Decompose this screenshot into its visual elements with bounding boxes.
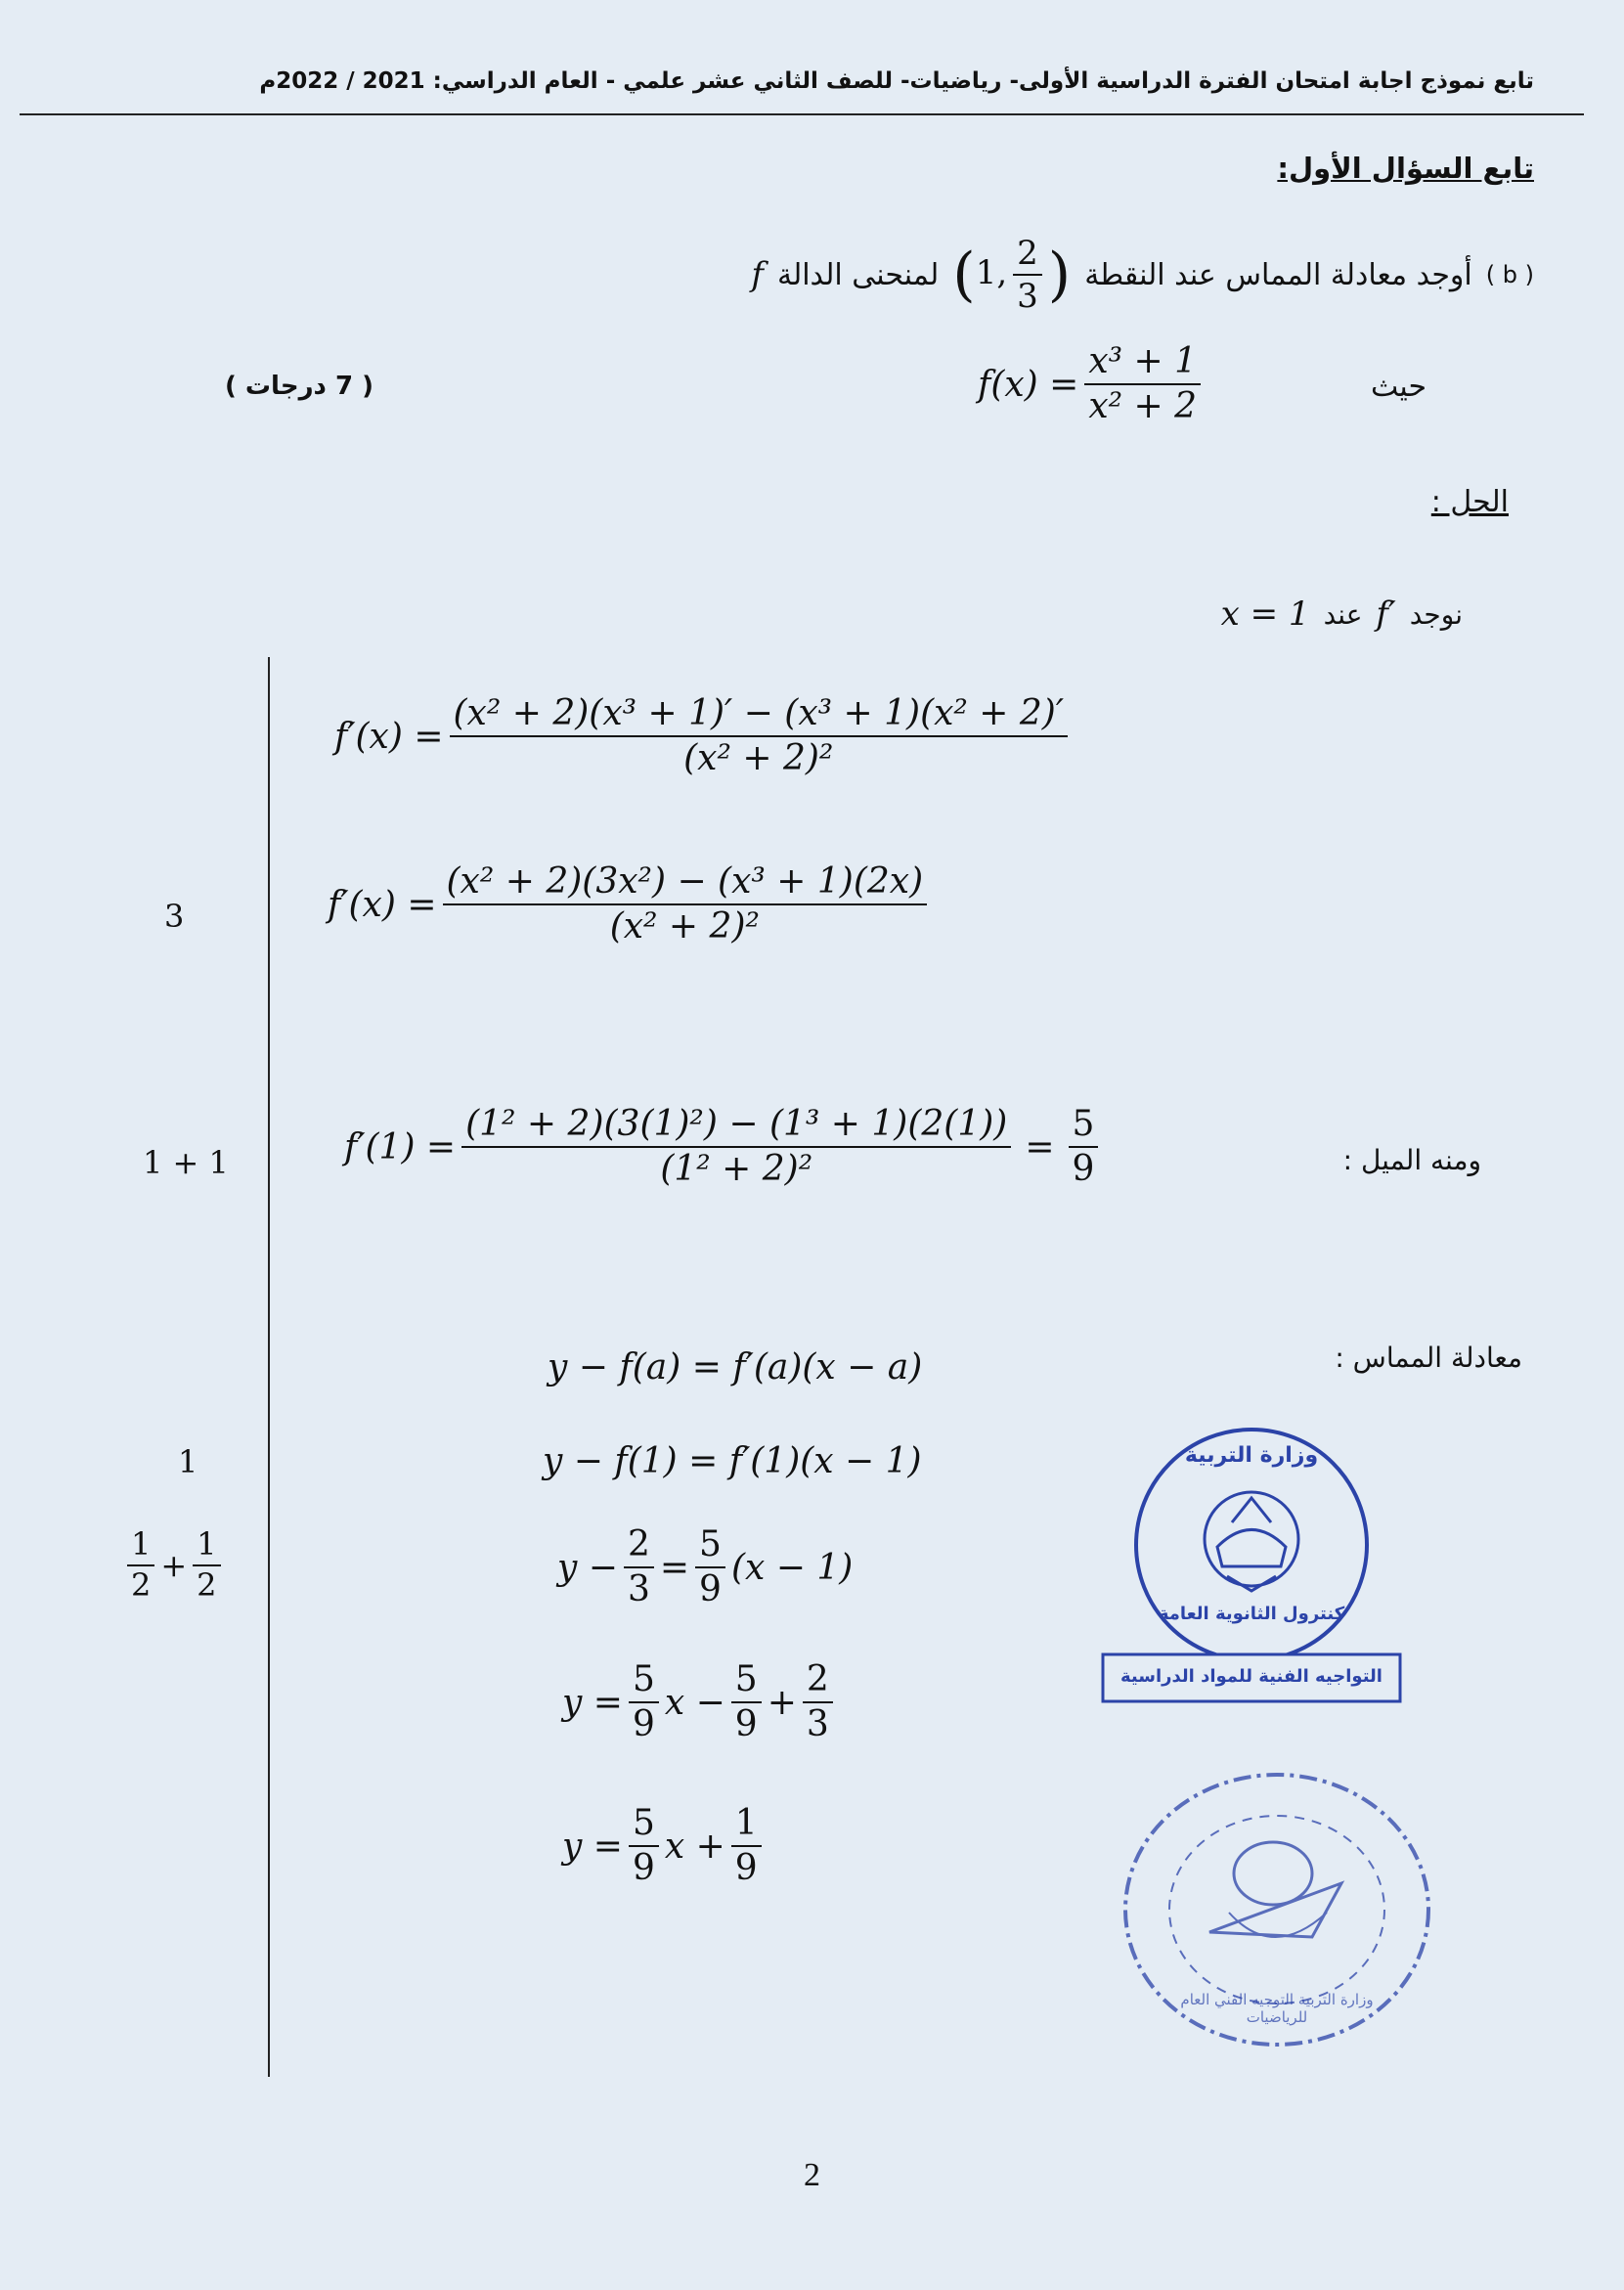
solution-heading: الحل : [1430, 485, 1509, 519]
tangent-eq-final: y = $\frac{5}{9}$ x + $\frac{1}{9}$ [562, 1804, 768, 1889]
header-rule [20, 113, 1584, 115]
question-point: (1, $\frac{2}{3}$ ) [952, 234, 1072, 317]
function-symbol: f [751, 255, 764, 295]
slope-computation: f′(1) = $\frac{\text{(1² + 2)(3(1)²) − (1³ + 1)(2(1))}}{\text{(1² + 2)²}}$ = $\frac{5}{9}$ [344, 1105, 1104, 1190]
marks-label: ( 7 درجات ) [225, 372, 373, 401]
question-label: ( b ) [1485, 261, 1534, 289]
question-heading: تابع السؤال الأول: [1277, 152, 1534, 185]
tangent-eq-1: y − f(a) = f′(a)(x − a) [548, 1347, 923, 1387]
derivative-step-1: f′(x) = $\frac{\text{(x² + 2)(x³ + 1)′ − (x³ + 1)(x² + 2)′}}{\text{(x² + 2)²}}$ [334, 694, 1074, 779]
question-line [751, 235, 1534, 315]
score-4: $\frac{1}{2}$ + $\frac{1}{2}$ [121, 1527, 227, 1604]
control-stamp-bottom: التواجيه الفنية للمواد الدراسية [1120, 1666, 1383, 1687]
intro-word: نوجد [1409, 597, 1463, 631]
question-text-before: أوجد معادلة المماس عند النقطة [1084, 257, 1472, 292]
where-word: حيث [1370, 370, 1426, 404]
slope-label: ومنه الميل : [1342, 1144, 1481, 1176]
score-3: 1 [178, 1443, 198, 1480]
page-number: 2 [804, 2157, 820, 2193]
control-stamp-side: كنترول الثانوية العامة [1158, 1604, 1345, 1624]
page-header: تابع نموذج اجابة امتحان الفترة الدراسية الأولى- رياضيات- للصف الثاني عشر علمي - العام الدراسي: 2021 / 2022م [259, 68, 1534, 94]
control-stamp-top: وزارة التربية [1184, 1443, 1319, 1468]
tangent-label: معادلة المماس : [1335, 1342, 1522, 1374]
derivative-step-2: f′(x) = $\frac{\text{(x² + 2)(3x²) − (x³ + 1)(2x)}}{\text{(x² + 2)²}}$ [328, 862, 933, 947]
tangent-eq-4: y = $\frac{5}{9}$ x − $\frac{5}{9}$ + $\frac{2}{3}$ [562, 1660, 839, 1745]
tangent-eq-3: y − $\frac{2}{3}$ = $\frac{5}{9}$ (x − 1) [557, 1524, 854, 1610]
solution-intro [1221, 595, 1463, 634]
ministry-stamp [1117, 1766, 1437, 2053]
intro-x: x = 1 [1220, 595, 1310, 634]
score-1: 3 [164, 898, 185, 935]
intro-at: عند [1323, 597, 1363, 631]
score-divider [268, 657, 270, 2077]
ministry-stamp-text: وزارة التربية التوجيه الفني العام للرياضيات [1180, 1991, 1374, 2026]
control-stamp [1095, 1420, 1408, 1713]
question-text-after: لمنحنى الدالة [776, 257, 940, 292]
intro-fprime: f′ [1376, 595, 1396, 634]
tangent-eq-2: y − f(1) = f′(1)(x − 1) [543, 1441, 922, 1481]
score-2: 1 + 1 [143, 1144, 229, 1181]
function-definition: f(x) = $\frac{\text{x³ + 1}}{\text{x² + 2}}$ [978, 342, 1207, 427]
